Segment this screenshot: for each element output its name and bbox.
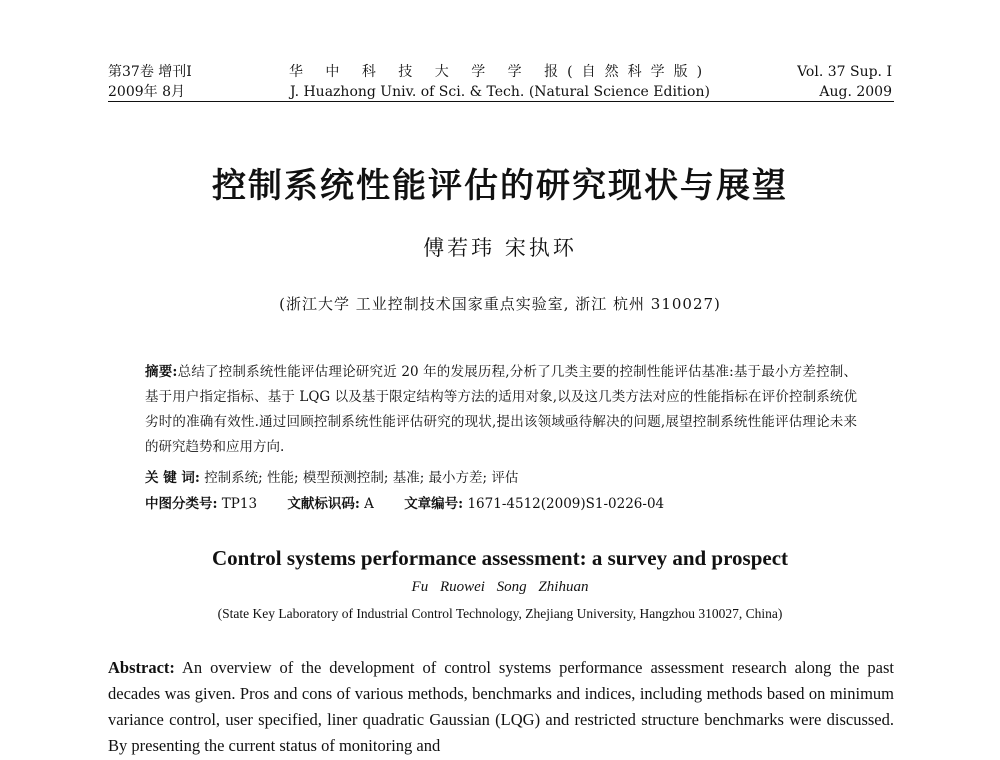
classification-line <box>145 492 664 512</box>
affiliation-cn: (浙江大学 工业控制技术国家重点实验室, 浙江 杭州 310027) <box>279 295 721 313</box>
journal-name-en: J. Huazhong Univ. of Sci. & Tech. (Natural Science Edition) <box>290 84 710 100</box>
date-line-en: Aug. 2009 <box>819 84 892 100</box>
abstract-en <box>108 655 894 759</box>
date-line: 2009年 8月 <box>108 84 185 100</box>
doc-code-value: A <box>364 496 374 512</box>
abstract-en-label: Abstract: <box>108 658 175 677</box>
keywords-text: 控制系统; 性能; 模型预测控制; 基准; 最小方差; 评估 <box>204 470 519 486</box>
article-number-value: 1671-4512(2009)S1-0226-04 <box>467 496 665 512</box>
authors-cn: 傅若玮 宋执环 <box>423 236 577 260</box>
abstract-cn-label: 摘要: <box>145 364 178 380</box>
paper-title-cn: 控制系统性能评估的研究现状与展望 <box>212 166 788 206</box>
abstract-cn-text: 总结了控制系统性能评估理论研究近 20 年的发展历程,分析了几类主要的控制性能评估基准:基于最小方差控制、基于用户指定指标、基于 LQG 以及基于限定结构等方法的适用对象,以及这几类方法对应的性能指标在评价控制系统优劣时的准确有效性.通过回顾控制系统性能评估研究的现状,提出该领域亟待解决的问题,展望控制系统性能评估理论未来的研究趋势和应用方向. <box>145 364 857 455</box>
keywords-label: 关 键 词: <box>145 470 200 486</box>
volume-line-en: Vol. 37 Sup. Ⅰ <box>797 64 892 80</box>
volume-issue-en <box>797 62 892 102</box>
abstract-en-text: An overview of the development of control systems performance assessment research along the past decades was given. Pros and cons of various methods, benchmarks and indices, including methods based on minimum variance control, user specified, liner quadratic Gaussian (LQG) and restricted structure benchmarks were discussed. By presenting the current status of monitoring and <box>108 658 894 755</box>
doc-code-label: 文献标识码: <box>287 496 360 512</box>
header-rule <box>108 101 894 102</box>
affiliation-en: (State Key Laboratory of Industrial Control Technology, Zhejiang University, Hangzhou 310027, China) <box>217 606 783 621</box>
keywords <box>145 466 518 486</box>
authors-en: Fu Ruowei Song Zhihuan <box>411 579 589 595</box>
journal-name-cn: 华 中 科 技 大 学 学 报(自然科学版) <box>288 64 712 80</box>
volume-line: 第37卷 增刊Ⅰ <box>108 64 192 80</box>
class-value: TP13 <box>221 496 258 512</box>
abstract-cn <box>145 360 857 460</box>
article-number-label: 文章编号: <box>404 496 464 512</box>
paper-title-en: Control systems performance assessment: a survey and prospect <box>211 546 789 570</box>
class-label: 中图分类号: <box>145 496 218 512</box>
journal-header <box>0 62 1000 102</box>
